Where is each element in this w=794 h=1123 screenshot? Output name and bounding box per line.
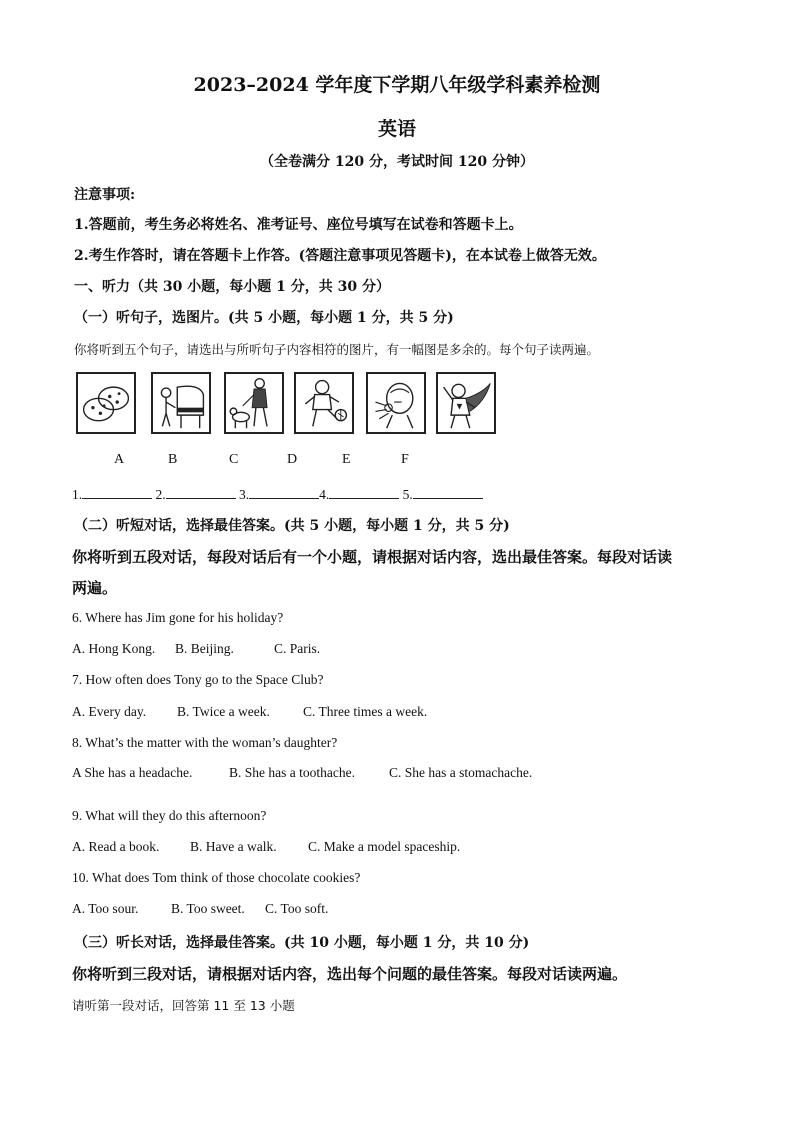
blank-number-4: 4. xyxy=(319,487,330,502)
answer-blank-5[interactable] xyxy=(413,484,483,499)
blank-number-5: 5. xyxy=(402,487,413,502)
q8-option-b[interactable]: B. She has a toothache. xyxy=(229,765,355,780)
sneezing-picture xyxy=(366,372,426,434)
section2-instruction-line1: 你将听到五段对话，每段对话后有一个小题，请根据对话内容，选出最佳答案。每段对话读 xyxy=(72,548,673,566)
blank-number-2: 2. xyxy=(155,487,166,502)
part1-heading: 一、听力（共 30 小题，每小题 1 分，共 30 分） xyxy=(74,279,390,295)
answer-blanks-row xyxy=(72,484,483,503)
question-7: 7. How often does Tony go to the Space Club? xyxy=(72,672,324,687)
q9-option-b[interactable]: B. Have a walk. xyxy=(190,839,277,854)
picture-label-b: B xyxy=(168,452,178,467)
q9-option-c[interactable]: C. Make a model spaceship. xyxy=(308,839,461,854)
score-info: （全卷满分 120 分，考试时间 120 分钟） xyxy=(260,154,534,170)
blank-number-1: 1. xyxy=(72,487,83,502)
piano-picture xyxy=(151,372,211,434)
q7-option-b[interactable]: B. Twice a week. xyxy=(177,704,270,719)
answer-blank-4[interactable] xyxy=(329,484,399,499)
picture-label-d: D xyxy=(287,452,298,467)
blank-number-3: 3. xyxy=(239,487,250,502)
page-title: 2023–2024 学年度下学期八年级学科素养检测 xyxy=(193,74,601,96)
question-10: 10. What does Tom think of those chocolate cookies? xyxy=(72,870,361,885)
picture-label-f: F xyxy=(401,452,409,467)
question-8: 8. What’s the matter with the woman’s daughter? xyxy=(72,735,338,750)
section1-heading: （一）听句子，选图片。(共 5 小题，每小题 1 分，共 5 分) xyxy=(74,310,454,326)
cookies-picture xyxy=(76,372,136,434)
picture-label-c: C xyxy=(229,452,239,467)
section1-instruction: 你将听到五个句子，请选出与所听句子内容相符的图片，有一幅图是多余的。每个句子读两遍。 xyxy=(74,342,600,357)
answer-blank-1[interactable] xyxy=(82,484,152,499)
question-9: 9. What will they do this afternoon? xyxy=(72,808,267,823)
note-item-2: 2.考生作答时，请在答题卡上作答。(答题注意事项见答题卡)，在本试卷上做答无效。 xyxy=(74,248,606,264)
answer-blank-3[interactable] xyxy=(249,484,319,499)
q7-option-c[interactable]: C. Three times a week. xyxy=(303,704,428,719)
section3-instruction: 你将听到三段对话，请根据对话内容，选出每个问题的最佳答案。每段对话读两遍。 xyxy=(72,965,628,983)
section2-heading: （二）听短对话，选择最佳答案。(共 5 小题，每小题 1 分，共 5 分) xyxy=(74,518,510,534)
superhero-picture xyxy=(436,372,496,434)
soccer-boy-picture xyxy=(294,372,354,434)
notes-heading: 注意事项: xyxy=(74,187,136,203)
picture-label-e: E xyxy=(342,452,351,467)
q10-option-c[interactable]: C. Too soft. xyxy=(265,901,329,916)
q6-option-c[interactable]: C. Paris. xyxy=(274,641,321,656)
q10-option-a[interactable]: A. Too sour. xyxy=(72,901,139,916)
q10-option-b[interactable]: B. Too sweet. xyxy=(171,901,245,916)
picture-label-a: A xyxy=(114,452,125,467)
section2-instruction-line2: 两遍。 xyxy=(72,579,118,597)
section3-sub-instruction: 请听第一段对话，回答第 11 至 13 小题 xyxy=(72,998,295,1013)
note-item-1: 1.答题前，考生务必将姓名、准考证号、座位号填写在试卷和答题卡上。 xyxy=(74,217,523,233)
question-6: 6. Where has Jim gone for his holiday? xyxy=(72,610,284,625)
answer-blank-2[interactable] xyxy=(166,484,236,499)
q7-option-a[interactable]: A. Every day. xyxy=(72,704,147,719)
q6-option-a[interactable]: A. Hong Kong. xyxy=(72,641,156,656)
walking-dog-picture xyxy=(224,372,284,434)
q8-option-c[interactable]: C. She has a stomachache. xyxy=(389,765,533,780)
q9-option-a[interactable]: A. Read a book. xyxy=(72,839,160,854)
q6-option-b[interactable]: B. Beijing. xyxy=(175,641,234,656)
q8-option-a[interactable]: A She has a headache. xyxy=(72,765,193,780)
subject-title: 英语 xyxy=(377,118,416,140)
section3-heading: （三）听长对话，选择最佳答案。(共 10 小题，每小题 1 分，共 10 分) xyxy=(74,935,530,951)
